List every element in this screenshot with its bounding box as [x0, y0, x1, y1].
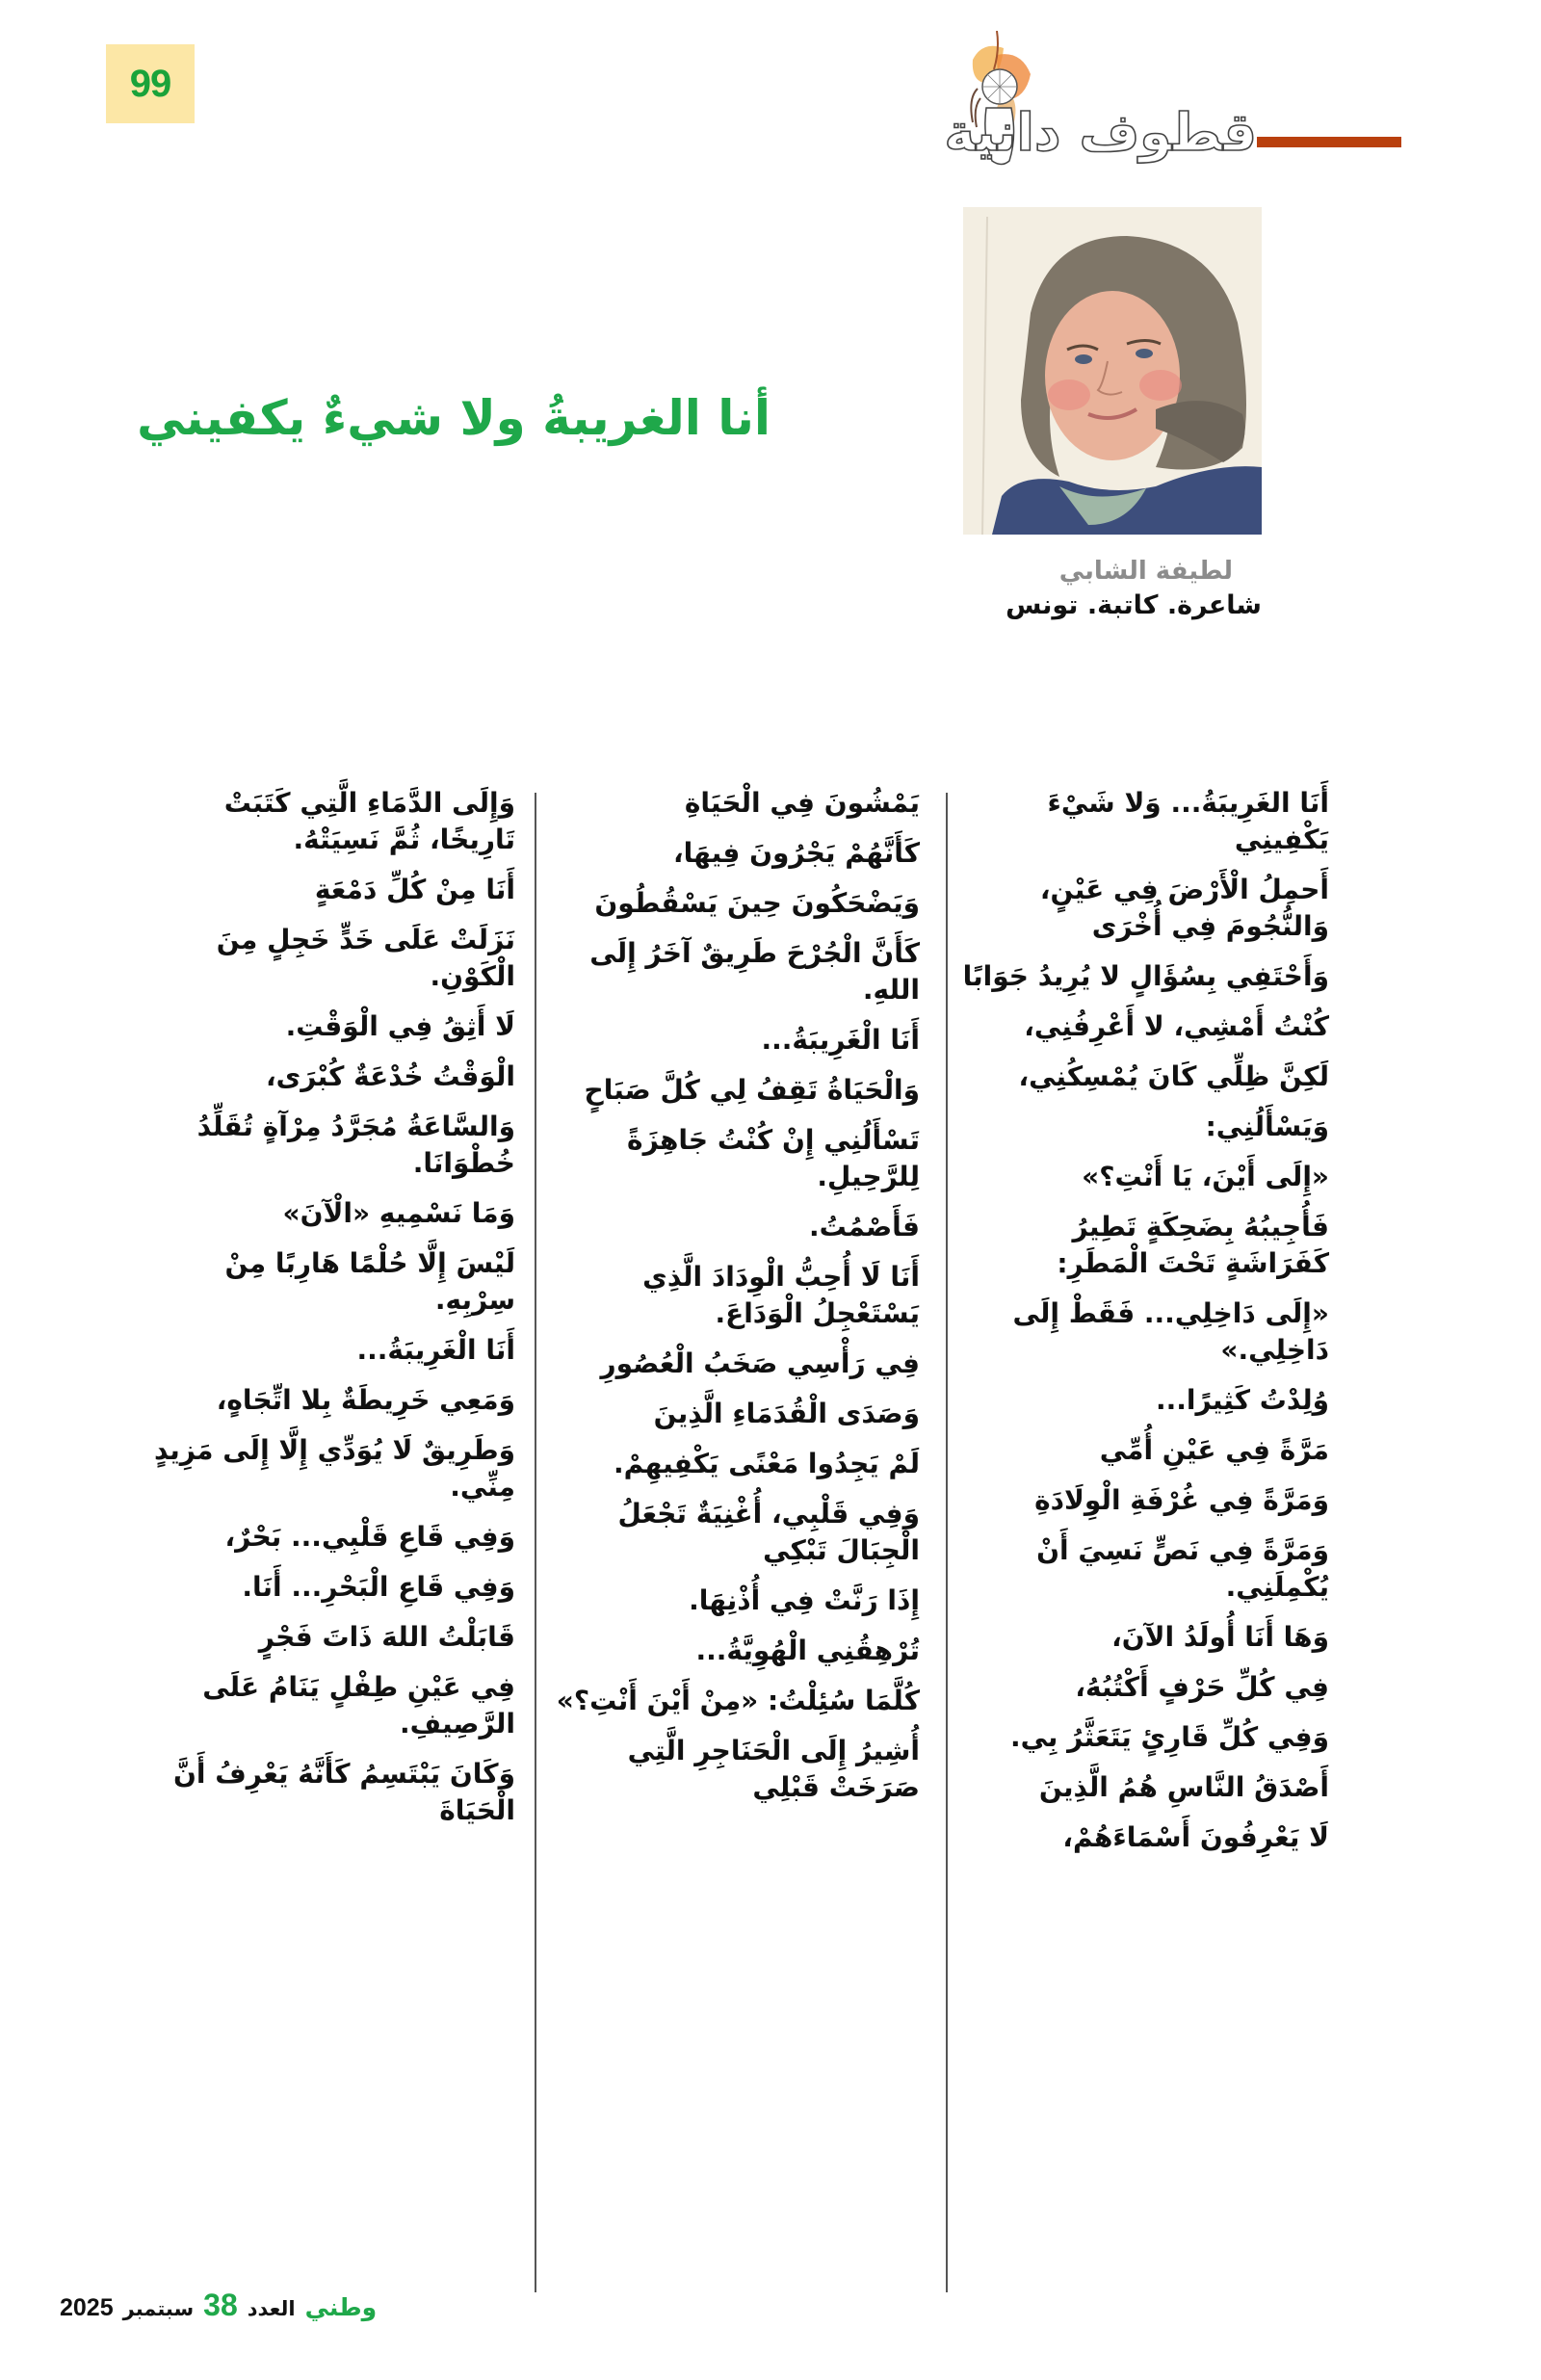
stanza-gap — [554, 872, 920, 885]
stanza-gap — [963, 1282, 1329, 1295]
poem-line: وُلِدْتُ كَثِيرًا... — [1155, 1384, 1329, 1416]
poem-line: وَفِي قَاعِ الْبَحْرِ... أَنَا. — [242, 1571, 515, 1603]
poem-line: أَنَا الْغَرِيبَةُ... — [761, 1024, 920, 1056]
footer — [60, 2288, 377, 2323]
poem-line: فَأُجِيبُهُ بِضَحِكَةٍ تَطِيرُ — [1072, 1211, 1329, 1242]
poem-line: «إِلَى أَيْنَ، يَا أَنْتِ؟» — [1082, 1161, 1329, 1192]
stanza-gap — [554, 1245, 920, 1259]
stanza-gap — [144, 858, 515, 872]
poem-line: فِي كُلِّ حَرْفٍ أَكْتُبُهُ، — [1075, 1671, 1329, 1703]
stanza-gap — [144, 1742, 515, 1756]
poem-line: تُرْهِقُنِي الْهُوِيَّةُ... — [695, 1635, 920, 1666]
poem-line: وَفِي قَاعِ قَلْبِي... بَحْرٌ، — [224, 1521, 515, 1553]
poem-line: الْجِبَالَ تَبْكِي — [763, 1534, 920, 1566]
stanza-gap — [554, 1619, 920, 1633]
stanza-gap — [554, 1195, 920, 1209]
stanza-gap — [963, 1606, 1329, 1619]
stanza-gap — [144, 1606, 515, 1619]
stanza-gap — [963, 1195, 1329, 1209]
poem-line: وَالنُّجُومَ فِي أُخْرَى — [1091, 910, 1329, 942]
poem-line: تَسْأَلُنِي إِنْ كُنْتُ جَاهِزَةً — [627, 1124, 920, 1156]
section-logo — [848, 31, 1425, 175]
stanza-gap — [144, 995, 515, 1008]
stanza-gap — [554, 822, 920, 835]
stanza-gap — [554, 1482, 920, 1496]
poem-line: مَرَّةً فِي عَيْنِ أُمِّي — [1099, 1434, 1329, 1466]
stanza-gap — [554, 1569, 920, 1582]
poem-line: أَنَا مِنْ كُلِّ دَمْعَةٍ — [314, 874, 515, 905]
poem-line: وَأَحْتَفِي بِسُؤَالٍ لا يُرِيدُ جَوَابًا — [962, 960, 1329, 992]
poem-line: صَرَخَتْ قَبْلِي — [752, 1771, 920, 1803]
poem-line: يُكْمِلَنِي. — [1225, 1571, 1329, 1603]
section-logo-text: قطوف دانية — [944, 102, 1257, 163]
stanza-gap — [554, 1382, 920, 1396]
stanza-gap — [963, 1419, 1329, 1432]
poem-line: لَمْ يَجِدُوا مَعْنًى يَكْفِيهِمْ. — [614, 1448, 920, 1479]
poem-line: كُنْتُ أَمْشِي، لا أَعْرِفُنِي، — [1024, 1010, 1329, 1042]
poem-line: قَابَلْتُ اللهَ ذَاتَ فَجْرٍ — [258, 1621, 515, 1653]
stanza-gap — [144, 1319, 515, 1332]
page-number-badge — [106, 44, 195, 123]
stanza-gap — [963, 995, 1329, 1008]
stanza-gap — [963, 1756, 1329, 1769]
issue-number: 38 — [203, 2288, 238, 2322]
poem-line: الرَّصِيفِ. — [400, 1708, 515, 1739]
stanza-gap — [963, 1045, 1329, 1059]
poem-column-1 — [963, 785, 1329, 1856]
poem-line: يَكْفِينِي — [1234, 824, 1329, 855]
author-role: شاعرة. كاتبة. تونس — [1006, 590, 1262, 620]
poem-line: وَمَعِي خَرِيطَةٌ بِلا اتِّجَاهٍ، — [216, 1384, 515, 1416]
poem-line: أَنَا لَا أُحِبُّ الْوِدَادَ الَّذِي — [642, 1261, 920, 1293]
stanza-gap — [554, 1059, 920, 1072]
poem-line: أَحمِلُ الْأَرْضَ فِي عَيْنٍ، — [1039, 874, 1329, 905]
article-title: أنا الغريبةُ ولا شيءٌ يكفيني — [137, 390, 770, 446]
poem-column-3 — [144, 785, 515, 1829]
poem-line: يَسْتَعْجِلُ الْوَدَاعَ. — [715, 1297, 920, 1329]
stanza-gap — [144, 1182, 515, 1195]
stanza-gap — [554, 1008, 920, 1022]
stanza-gap — [144, 1419, 515, 1432]
poem-line: وَالسَّاعَةُ مُجَرَّدُ مِرْآةٍ تُقَلِّدُ — [196, 1111, 515, 1142]
poem-line: خُطْوَانَا. — [412, 1147, 515, 1179]
stanza-gap — [963, 1519, 1329, 1532]
poem-line: أَنَا الغَرِيبَةُ... وَلا شَيْءَ — [1047, 787, 1329, 819]
poem-line: وَهَا أَنَا أُولَدُ الآنَ، — [1111, 1621, 1329, 1653]
poem-line: وَصَدَى الْقُدَمَاءِ الَّذِينَ — [653, 1398, 920, 1429]
poem-line: وَيَضْحَكُونَ حِينَ يَسْقُطُونَ — [594, 887, 920, 919]
stanza-gap — [144, 1095, 515, 1109]
poem-line: كَأَنَّ الْجُرْحَ طَرِيقٌ آخَرُ إِلَى — [589, 937, 920, 969]
stanza-gap — [144, 908, 515, 922]
poem-line: أَصْدَقُ النَّاسِ هُمُ الَّذِينَ — [1038, 1771, 1329, 1803]
stanza-gap — [554, 1432, 920, 1446]
poem-line: لَكِنَّ ظِلِّي كَانَ يُمْسِكُنِي، — [1018, 1060, 1329, 1092]
poem-line: كَفَرَاشَةٍ تَحْتَ الْمَطَرِ: — [1057, 1247, 1329, 1279]
poem-line: لَيْسَ إِلَّا حُلْمًا هَارِبًا مِنْ — [224, 1247, 515, 1279]
stanza-gap — [963, 1095, 1329, 1109]
issue-year: 2025 — [60, 2294, 114, 2321]
stanza-gap — [554, 922, 920, 935]
poem-line: فِي عَيْنِ طِفْلٍ يَنَامُ عَلَى — [202, 1671, 515, 1703]
poem-line: مِنِّي. — [450, 1471, 515, 1503]
stanza-gap — [144, 1656, 515, 1669]
column-divider — [946, 793, 948, 2292]
stanza-gap — [144, 1045, 515, 1059]
stanza-gap — [963, 1145, 1329, 1159]
poem-line: لَا أَثِقُ فِي الْوَقْتِ. — [285, 1010, 515, 1042]
poem-line: أُشِيرُ إِلَى الْحَنَاجِرِ الَّتِي — [627, 1735, 920, 1766]
poem-line: كَأَنَّهُمْ يَجْرُونَ فِيهَا، — [672, 837, 920, 869]
poem-line: الْحَيَاةَ — [439, 1794, 515, 1826]
magazine-name: وطني — [304, 2293, 378, 2321]
stanza-gap — [963, 1469, 1329, 1482]
stanza-gap — [144, 1556, 515, 1569]
stanza-gap — [963, 945, 1329, 958]
stanza-gap — [963, 1706, 1329, 1719]
poem-line: فَأَصْمُتُ. — [809, 1211, 920, 1242]
poem-line: اللهِ. — [862, 974, 920, 1006]
poem-line: وَطَرِيقٌ لَا يُوَدِّي إِلَّا إِلَى مَزِيدٍ — [154, 1434, 515, 1466]
poem-line: لَا يَعْرِفُونَ أَسْمَاءَهُمْ، — [1062, 1821, 1329, 1853]
page-number: 99 — [129, 62, 171, 105]
stanza-gap — [144, 1369, 515, 1382]
author-name: لطيفة الشابي — [1058, 557, 1233, 586]
stanza-gap — [554, 1669, 920, 1683]
poem-line: كُلَّمَا سُئِلْتُ: «مِنْ أَيْنَ أَنْتِ؟» — [556, 1685, 920, 1716]
poem-line: وَفِي قَلْبِي، أُغْنِيَةٌ تَجْعَلُ — [617, 1498, 920, 1530]
stanza-gap — [963, 1369, 1329, 1382]
issue-label: العدد — [247, 2297, 296, 2320]
accent-bar — [1257, 137, 1401, 147]
stanza-gap — [963, 1806, 1329, 1819]
column-divider — [535, 793, 536, 2292]
poem-line: وَمَا نَسْمِيهِ «الْآنَ» — [282, 1197, 515, 1229]
poem-line: الْوَقْتُ خُدْعَةٌ كُبْرَى، — [265, 1060, 515, 1092]
poem-line: سِرْبِهِ. — [434, 1284, 515, 1316]
stanza-gap — [554, 1109, 920, 1122]
stanza-gap — [963, 1656, 1329, 1669]
poem-line: الْكَوْنِ. — [430, 960, 515, 992]
poem-line: إِذَا رَنَّتْ فِي أُذْنِهَا. — [689, 1584, 920, 1616]
stanza-gap — [554, 1719, 920, 1733]
stanza-gap — [144, 1232, 515, 1245]
poem-line: وَمَرَّةً فِي نَصٍّ نَسِيَ أَنْ — [1036, 1534, 1329, 1566]
poem-line: تَارِيخًا، ثُمَّ نَسِيَتْهُ. — [293, 824, 515, 855]
poem-line: دَاخِلِي.» — [1220, 1334, 1329, 1366]
poem-line: فِي رَأْسِي صَخَبُ الْعُصُورِ — [600, 1347, 920, 1379]
author-portrait-icon — [963, 207, 1262, 535]
stanza-gap — [963, 858, 1329, 872]
poem-line: وَالْحَيَاةُ تَقِفُ لِي كُلَّ صَبَاحٍ — [584, 1074, 920, 1106]
poem-line: لِلرَّحِيلِ. — [817, 1161, 920, 1192]
stanza-gap — [554, 1332, 920, 1346]
poem-line: وَكَانَ يَبْتَسِمُ كَأَنَّهُ يَعْرِفُ أَنَّ — [173, 1758, 515, 1790]
poem-line: يَمْشُونَ فِي الْحَيَاةِ — [684, 787, 920, 819]
poem-line: «إِلَى دَاخِلِي... فَقَطْ إِلَى — [1012, 1297, 1329, 1329]
poem-line: وَيَسْأَلُنِي: — [1205, 1111, 1329, 1142]
poem-line: وَفِي كُلِّ قَارِئٍ يَتَعَثَّرُ بِي. — [1009, 1721, 1329, 1753]
poem-line: نَزَلَتْ عَلَى خَدٍّ خَجِلٍ مِنَ — [216, 924, 515, 955]
issue-month: سبتمبر — [122, 2297, 195, 2320]
author-portrait — [963, 207, 1262, 535]
poem-line: وَإِلَى الدَّمَاءِ الَّتِي كَتَبَتْ — [223, 787, 515, 819]
stanza-gap — [144, 1505, 515, 1519]
poem-line: وَمَرَّةً فِي غُرْفَةِ الْوِلَادَةِ — [1034, 1484, 1329, 1516]
poem-line: أَنَا الْغَرِيبَةُ... — [356, 1334, 515, 1366]
poem-column-2 — [554, 785, 920, 1806]
